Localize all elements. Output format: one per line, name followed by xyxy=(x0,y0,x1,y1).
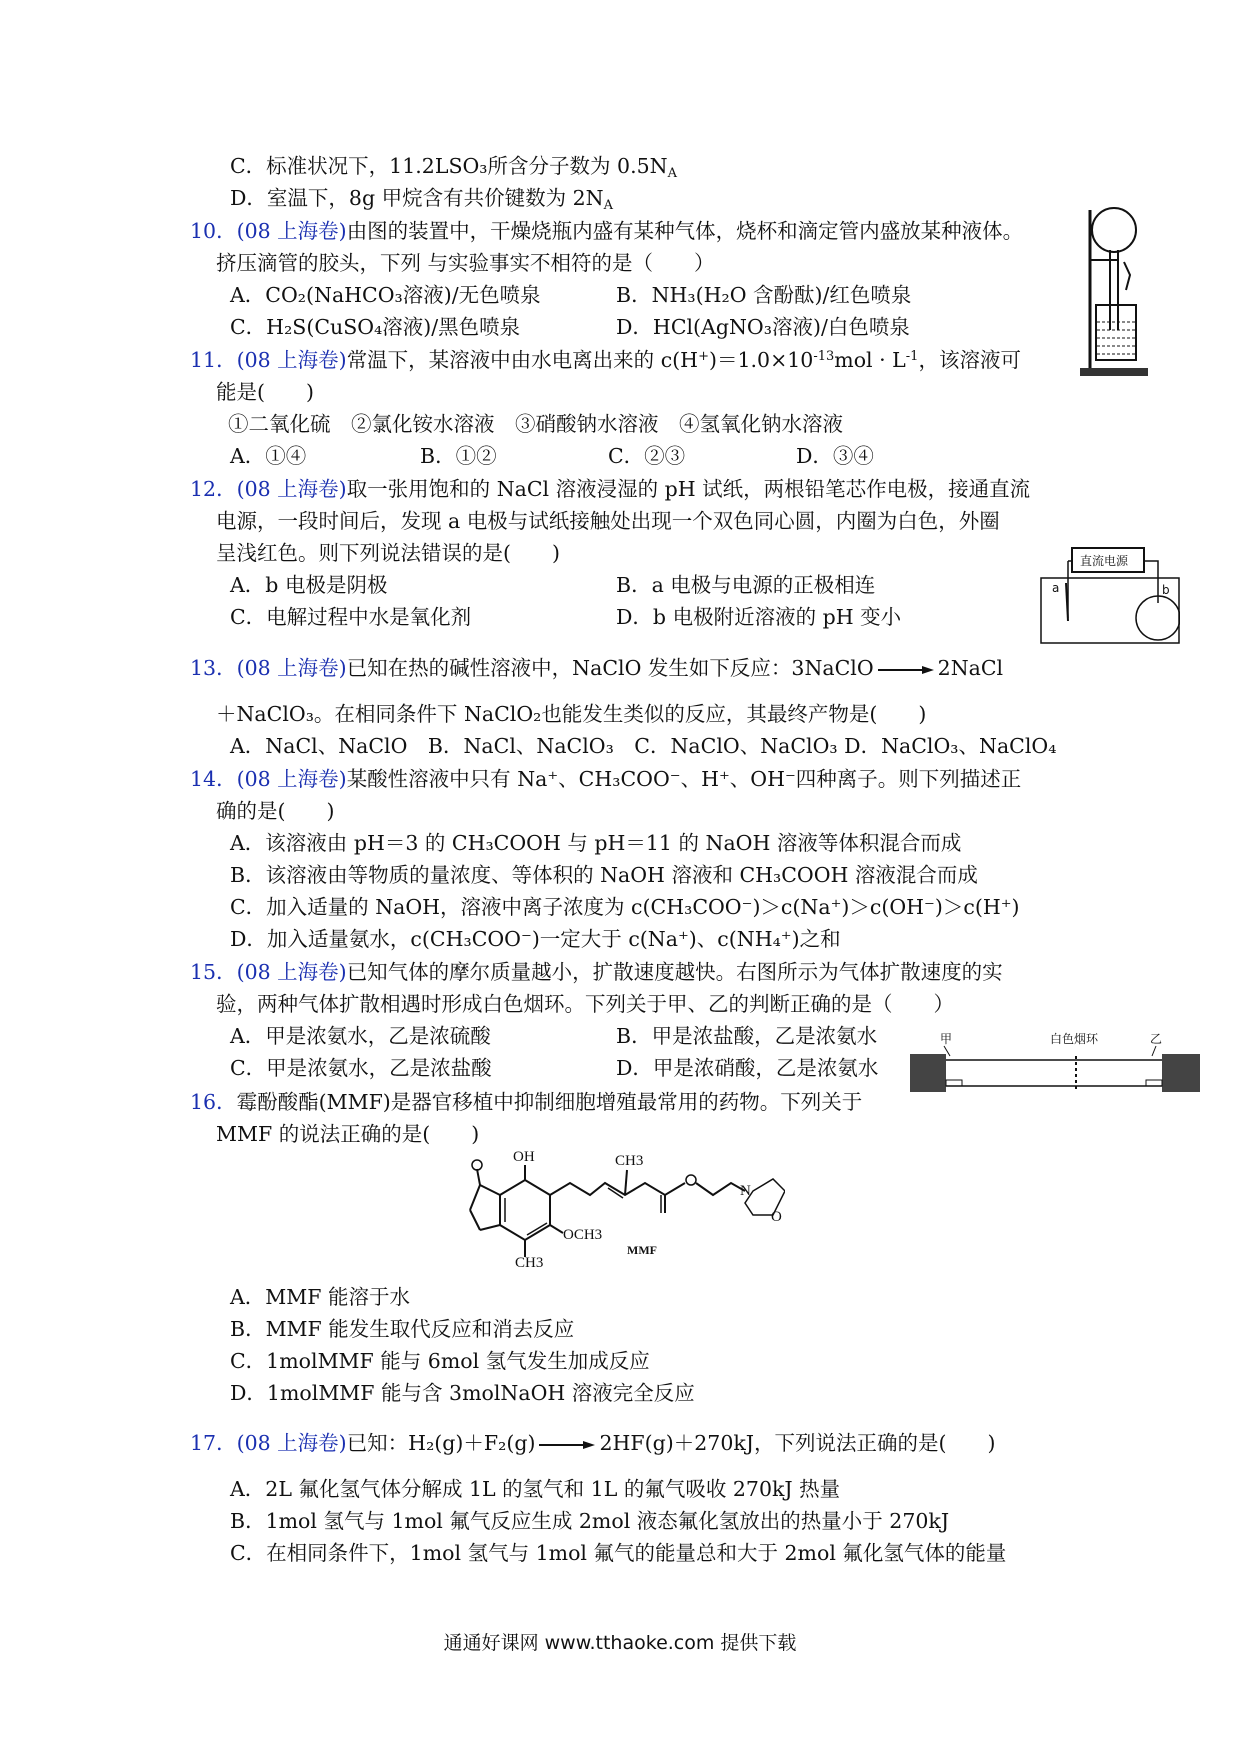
q9-option-d: D．室温下，8g 甲烷含有共价键数为 $2N_A$ xyxy=(230,186,614,213)
q11-number: 11．(08 上海卷) xyxy=(190,348,347,372)
atom-oh: OH xyxy=(513,1149,535,1165)
q12-stem-line3: 呈浅红色。则下列说法错误的是( ) xyxy=(216,541,560,565)
q12-stem-line2: 电源，一段时间后，发现 a 电极与试纸接触处出现一个双色同心圆，内圈为白色，外圈 xyxy=(216,509,1000,533)
q12-stem: 12．(08 上海卷)取一张用饱和的 NaCl 溶液浸湿的 pH 试纸，两根铅笔芯作电极，接通直流 xyxy=(190,477,1031,501)
q13-options: A．NaCl、NaClO B．NaCl、NaClO₃ C．NaClO、NaClO₃ D．NaClO₃、NaClO₄ xyxy=(230,734,1057,758)
q16-number: 16． xyxy=(190,1090,237,1114)
q14-option-c: C．加入适量的 NaOH，溶液中离子浓度为 c(CH₃COO⁻)＞c(Na⁺)＞c(OH⁻)＞c(H⁺) xyxy=(230,895,1020,919)
q16-stem-line2: MMF 的说法正确的是( ) xyxy=(216,1122,480,1146)
power-supply-label: 直流电源 xyxy=(1080,554,1129,568)
q10-stem-line2: 挤压滴管的胶头，下列 与实验事实不相符的是（ ） xyxy=(216,251,715,275)
q10-option-b: B．NH₃(H₂O 含酚酞)/红色喷泉 xyxy=(616,283,912,307)
q11-option-d: D．③④ xyxy=(796,444,874,468)
q14-stem: 14．(08 上海卷)某酸性溶液中只有 Na⁺、CH₃COO⁻、H⁺、OH⁻四种离子。则下列描述正 xyxy=(190,767,1022,791)
q13-number: 13．(08 上海卷) xyxy=(190,656,347,680)
mmf-structure-figure xyxy=(455,1149,785,1275)
q15-option-d: D．甲是浓硝酸，乙是浓氨水 xyxy=(616,1056,879,1080)
q10-option-d: D．HCl(AgNO₃溶液)/白色喷泉 xyxy=(616,315,910,339)
electrolysis-figure xyxy=(1040,543,1180,645)
q14-number: 14．(08 上海卷) xyxy=(190,767,347,791)
reaction-arrow-icon xyxy=(878,665,934,675)
q17-option-a: A．2L 氟化氢气体分解成 1L 的氢气和 1L 的氟气吸收 270kJ 热量 xyxy=(230,1477,841,1501)
q11-stem: 11．(08 上海卷)常温下，某溶液中由水电离出来的 $c(H^+)=1.0\times 10^{-13}mol \cdot L^{-1}$，该溶液可 xyxy=(190,348,1021,372)
q11-option-a: A．①④ xyxy=(230,444,307,468)
q17-option-b: B．1mol 氢气与 1mol 氟气反应生成 2mol 液态氟化氢放出的热量小于 270kJ xyxy=(230,1509,950,1533)
gas-yi-label: 乙 xyxy=(1150,1032,1163,1046)
diffusion-tube-figure xyxy=(910,1030,1200,1098)
q9-option-c: C．标准状况下，11.2LSO₃所含分子数为 $0.5N_A$ xyxy=(230,154,677,181)
q16-option-c: C．1molMMF 能与 6mol 氢气发生加成反应 xyxy=(230,1349,650,1373)
q15-option-a: A．甲是浓氨水，乙是浓硫酸 xyxy=(230,1024,491,1048)
q17-number: 17．(08 上海卷) xyxy=(190,1431,347,1455)
q16-stem: 16．霉酚酸酯(MMF)是器官移植中抑制细胞增殖最常用的药物。下列关于 xyxy=(190,1090,863,1114)
atom-ch3-bottom: CH3 xyxy=(515,1255,544,1271)
q14-option-d: D．加入适量氨水，c(CH₃COO⁻)一定大于 c(Na⁺)、c(NH₄⁺)之和 xyxy=(230,927,841,951)
fountain-apparatus-figure xyxy=(1078,200,1150,380)
atom-n: N xyxy=(740,1183,751,1199)
q10-option-a: A．CO₂(NaHCO₃溶液)/无色喷泉 xyxy=(230,283,541,307)
q12-option-d: D．b 电极附近溶液的 pH 变小 xyxy=(616,605,902,629)
q11-items: ①二氧化硫 ②氯化铵水溶液 ③硝酸钠水溶液 ④氢氧化钠水溶液 xyxy=(228,412,843,436)
atom-och3: OCH3 xyxy=(563,1227,603,1243)
q14-option-b: B．该溶液由等物质的量浓度、等体积的 NaOH 溶液和 CH₃COOH 溶液混合而成 xyxy=(230,863,978,887)
q11-option-c: C．②③ xyxy=(608,444,686,468)
q12-option-a: A．b 电极是阴极 xyxy=(230,573,388,597)
q16-option-b: B．MMF 能发生取代反应和消去反应 xyxy=(230,1317,575,1341)
q10-option-c: C．H₂S(CuSO₄溶液)/黑色喷泉 xyxy=(230,315,521,339)
electrode-a-label: a xyxy=(1052,581,1060,595)
q15-stem-line2: 验，两种气体扩散相遇时形成白色烟环。下列关于甲、乙的判断正确的是（ ） xyxy=(216,992,954,1016)
q10-stem: 10．(08 上海卷)由图的装置中，干燥烧瓶内盛有某种气体，烧杯和滴定管内盛放某种液体。 xyxy=(190,219,1024,243)
q14-option-a: A．该溶液由 pH＝3 的 CH₃COOH 与 pH＝11 的 NaOH 溶液等体积混合而成 xyxy=(230,831,962,855)
gas-jia-label: 甲 xyxy=(940,1032,953,1046)
q12-option-c: C．电解过程中水是氧化剂 xyxy=(230,605,472,629)
atom-o-ring: O xyxy=(771,1209,782,1225)
q13-stem: 13．(08 上海卷)已知在热的碱性溶液中，NaClO 发生如下反应：3NaClO 2NaCl xyxy=(190,656,1004,680)
q15-stem: 15．(08 上海卷)已知气体的摩尔质量越小，扩散速度越快。右图所示为气体扩散速度的实 xyxy=(190,960,1003,984)
q14-stem-line2: 确的是( ) xyxy=(216,799,335,823)
white-smoke-ring-label: 白色烟环 xyxy=(1050,1032,1099,1046)
q16-option-d: D．1molMMF 能与含 3molNaOH 溶液完全反应 xyxy=(230,1381,695,1405)
mmf-label: MMF xyxy=(627,1243,657,1257)
page-footer: 通通好课网 www.tthaoke.com 提供下载 xyxy=(443,1632,797,1654)
q10-number: 10．(08 上海卷) xyxy=(190,219,347,243)
electrode-b-label: b xyxy=(1162,583,1170,597)
q17-stem: 17．(08 上海卷)已知：H₂(g)＋F₂(g) 2HF(g)＋270kJ，下列说法正确的是( ) xyxy=(190,1431,996,1455)
q15-number: 15．(08 上海卷) xyxy=(190,960,347,984)
q17-option-c: C．在相同条件下，1mol 氢气与 1mol 氟气的能量总和大于 2mol 氟化氢气体的能量 xyxy=(230,1541,1007,1565)
q11-stem-line2: 能是( ) xyxy=(216,380,314,404)
q15-option-b: B．甲是浓盐酸，乙是浓氨水 xyxy=(616,1024,878,1048)
q11-option-b: B．①② xyxy=(420,444,497,468)
q13-stem-line2: ＋NaClO₃。在相同条件下 NaClO₂也能发生类似的反应，其最终产物是( ) xyxy=(216,702,927,726)
q12-number: 12．(08 上海卷) xyxy=(190,477,347,501)
q16-option-a: A．MMF 能溶于水 xyxy=(230,1285,411,1309)
q15-option-c: C．甲是浓氨水，乙是浓盐酸 xyxy=(230,1056,492,1080)
q12-option-b: B．a 电极与电源的正极相连 xyxy=(616,573,876,597)
atom-ch3-top: CH3 xyxy=(615,1153,644,1169)
reaction-arrow-icon xyxy=(539,1440,595,1450)
